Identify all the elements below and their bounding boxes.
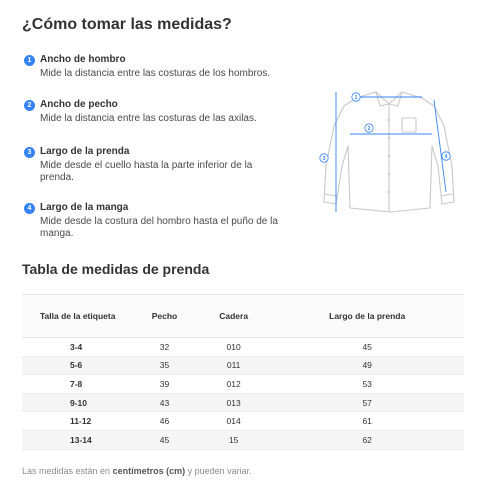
size-table-title: Tabla de medidas de prenda (22, 261, 210, 277)
cell-length: 57 (270, 393, 464, 412)
header-chest: Pecho (132, 295, 197, 338)
cell-size: 3-4 (22, 338, 132, 357)
step-description: Mide desde el cuello hasta la parte inferior de la prenda. (40, 160, 253, 183)
table-row (22, 356, 464, 375)
step-number-badge: 3 (24, 147, 35, 158)
step-description: Mide desde la costura del hombro hasta el puño de la manga. (40, 216, 278, 239)
cell-hip: 011 (197, 356, 270, 375)
cell-hip: 15 (197, 430, 270, 449)
table-row (22, 338, 464, 357)
cell-chest: 35 (132, 356, 197, 375)
cell-hip: 012 (197, 375, 270, 394)
page-title: ¿Cómo tomar las medidas? (22, 16, 232, 33)
cell-chest: 32 (132, 338, 197, 357)
step-title: Ancho de hombro (40, 54, 126, 65)
cell-chest: 46 (132, 412, 197, 431)
cell-size: 5-6 (22, 356, 132, 375)
cell-size: 13-14 (22, 430, 132, 449)
cell-chest: 43 (132, 393, 197, 412)
table-row (22, 375, 464, 394)
step-number-badge: 4 (24, 203, 35, 214)
step-title: Largo de la prenda (40, 146, 130, 157)
svg-text:3: 3 (322, 155, 326, 162)
cell-length: 45 (270, 338, 464, 357)
cell-length: 53 (270, 375, 464, 394)
footnote-text: Las medidas están en (22, 466, 113, 476)
table-header-row (22, 295, 464, 338)
cell-length: 61 (270, 412, 464, 431)
table-row (22, 430, 464, 449)
cell-length: 62 (270, 430, 464, 449)
units-footnote (22, 466, 252, 476)
shirt-measure-diagram-icon (314, 86, 464, 222)
step-description: Mide la distancia entre las costuras de los hombros. (40, 68, 271, 79)
footnote-text-end: y pueden variar. (185, 466, 252, 476)
footnote-unit: centímetros (cm) (112, 466, 186, 476)
cell-length: 49 (270, 356, 464, 375)
header-size-label: Talla de la etiqueta (22, 295, 132, 338)
cell-hip: 014 (197, 412, 270, 431)
cell-chest: 39 (132, 375, 197, 394)
svg-text:2: 2 (367, 125, 371, 132)
size-table (22, 294, 464, 450)
step-description: Mide la distancia entre las costuras de las axilas. (40, 113, 257, 124)
step-title: Largo de la manga (40, 202, 129, 213)
cell-size: 11-12 (22, 412, 132, 431)
header-hip: Cadera (197, 295, 270, 338)
step-number-badge: 1 (24, 55, 35, 66)
step-number-badge: 2 (24, 100, 35, 111)
cell-hip: 010 (197, 338, 270, 357)
cell-size: 9-10 (22, 393, 132, 412)
header-garment-length: Largo de la prenda (270, 295, 464, 338)
table-row (22, 393, 464, 412)
step-title: Ancho de pecho (40, 99, 118, 110)
cell-hip: 013 (197, 393, 270, 412)
table-row (22, 412, 464, 431)
cell-size: 7-8 (22, 375, 132, 394)
cell-chest: 45 (132, 430, 197, 449)
svg-text:4: 4 (444, 153, 448, 160)
svg-text:1: 1 (354, 94, 358, 101)
